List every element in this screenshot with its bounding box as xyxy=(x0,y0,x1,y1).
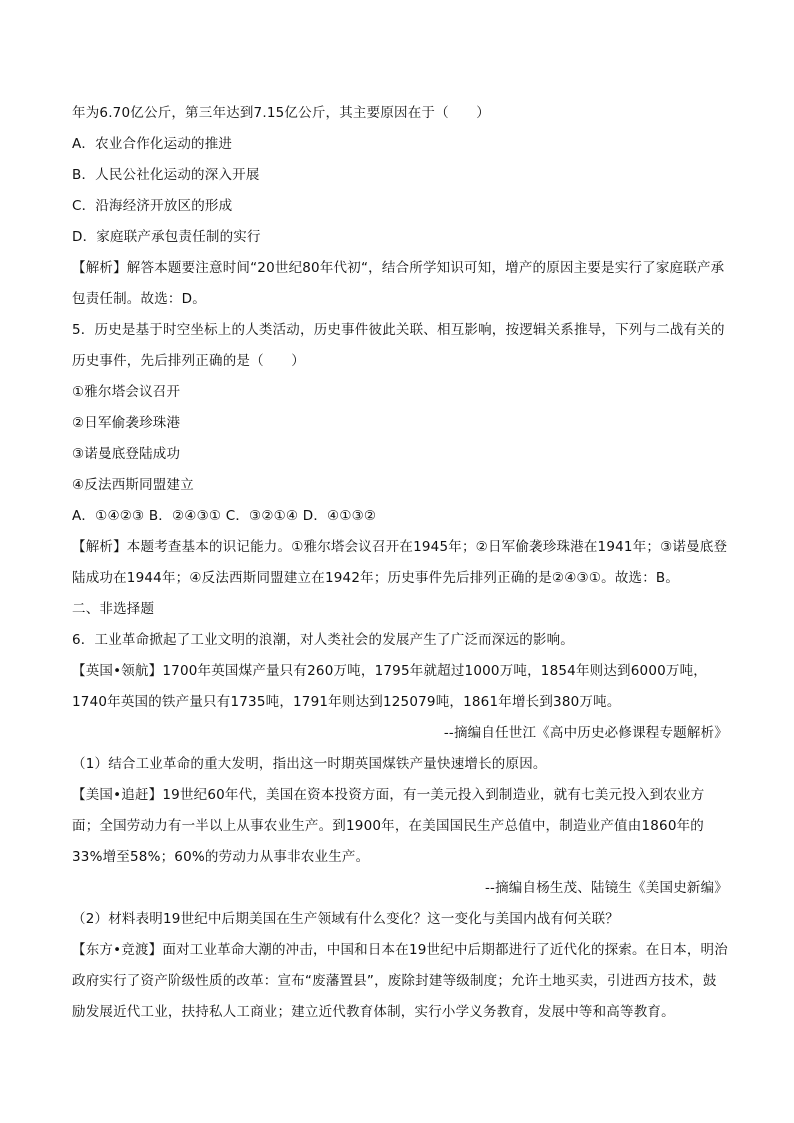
q4-option-b: B．人民公社化运动的深入开展 xyxy=(72,167,260,183)
q5-analysis: 【解析】本题考查基本的识记能力。①雅尔塔会议召开在1945年；②日军偷袭珍珠港在1941年；③诺曼底登陆成功在1944年；④反法西斯同盟建立在1942年；历史事件先后排列正确的是②④③①。故选：B。 xyxy=(72,539,728,586)
q6-question-2: （2）材料表明19世纪中后期美国在生产领域有什么变化？这一变化与美国内战有何关联？ xyxy=(72,911,619,927)
q4-option-a: A．农业合作化运动的推进 xyxy=(72,136,233,152)
q6-question-1: （1）结合工业革命的重大发明，指出这一时期英国煤铁产量快速增长的原因。 xyxy=(72,756,547,772)
q6-material-east: 【东方•竞渡】面对工业革命大潮的冲击，中国和日本在19世纪中后期都进行了近代化的探索。在日本，明治政府实行了资产阶级性质的改革：宣布“废藩置县”，废除封建等级制度；允许土地买卖，引进西方技术，鼓励发展近代工业，扶持私人工商业；建立近代教育体制，实行小学义务教育，发展中等和高等教育。 xyxy=(72,942,728,1020)
q5-item-2: ②日军偷袭珍珠港 xyxy=(72,415,181,431)
q6-source-2: --摘编自杨生茂、陆镜生《美国史新编》 xyxy=(484,880,728,896)
q4-analysis: 【解析】解答本题要注意时间“20世纪80年代初“，结合所学知识可知，增产的原因主要是实行了家庭联产承包责任制。故选：D。 xyxy=(72,260,725,307)
q4-option-d: D．家庭联产承包责任制的实行 xyxy=(72,229,261,245)
q6-material-usa: 【美国•追赶】19世纪60年代，美国在资本投资方面，有一美元投入到制造业，就有七美元投入到农业方面；全国劳动力有一半以上从事农业生产。到1900年，在美国国民生产总值中，制造业产值由1860年的33%增至58%；60%的劳动力从事非农业生产。 xyxy=(72,787,705,865)
q5-item-1: ①雅尔塔会议召开 xyxy=(72,384,181,400)
document-body xyxy=(72,98,728,1028)
q5-options: A．①④②③ B．②④③① C．③②①④ D．④①③② xyxy=(72,508,377,524)
q6-stem: 6．工业革命掀起了工业文明的浪潮，对人类社会的发展产生了广泛而深远的影响。 xyxy=(72,632,574,648)
q6-material-britain: 【英国•领航】1700年英国煤产量只有260万吨，1795年就超过1000万吨，1854年则达到6000万吨，1740年英国的铁产量只有1735吨，1791年则达到125079吨，1861年增长到380万吨。 xyxy=(72,663,708,710)
q4-option-c: C．沿海经济开放区的形成 xyxy=(72,198,233,214)
section-title-non-choice: 二、非选择题 xyxy=(72,601,155,617)
q6-source-1: --摘编自任世江《高中历史必修课程专题解析》 xyxy=(443,725,728,741)
q5-item-3: ③诺曼底登陆成功 xyxy=(72,446,181,462)
q5-stem: 5．历史是基于时空坐标上的人类活动，历史事件彼此关联、相互影响，按逻辑关系推导，下列与二战有关的历史事件，先后排列正确的是（ ） xyxy=(72,322,725,369)
q4-stem-end: 年为6.70亿公斤，第三年达到7.15亿公斤，其主要原因在于（ ） xyxy=(72,105,490,121)
q5-item-4: ④反法西斯同盟建立 xyxy=(72,477,194,493)
